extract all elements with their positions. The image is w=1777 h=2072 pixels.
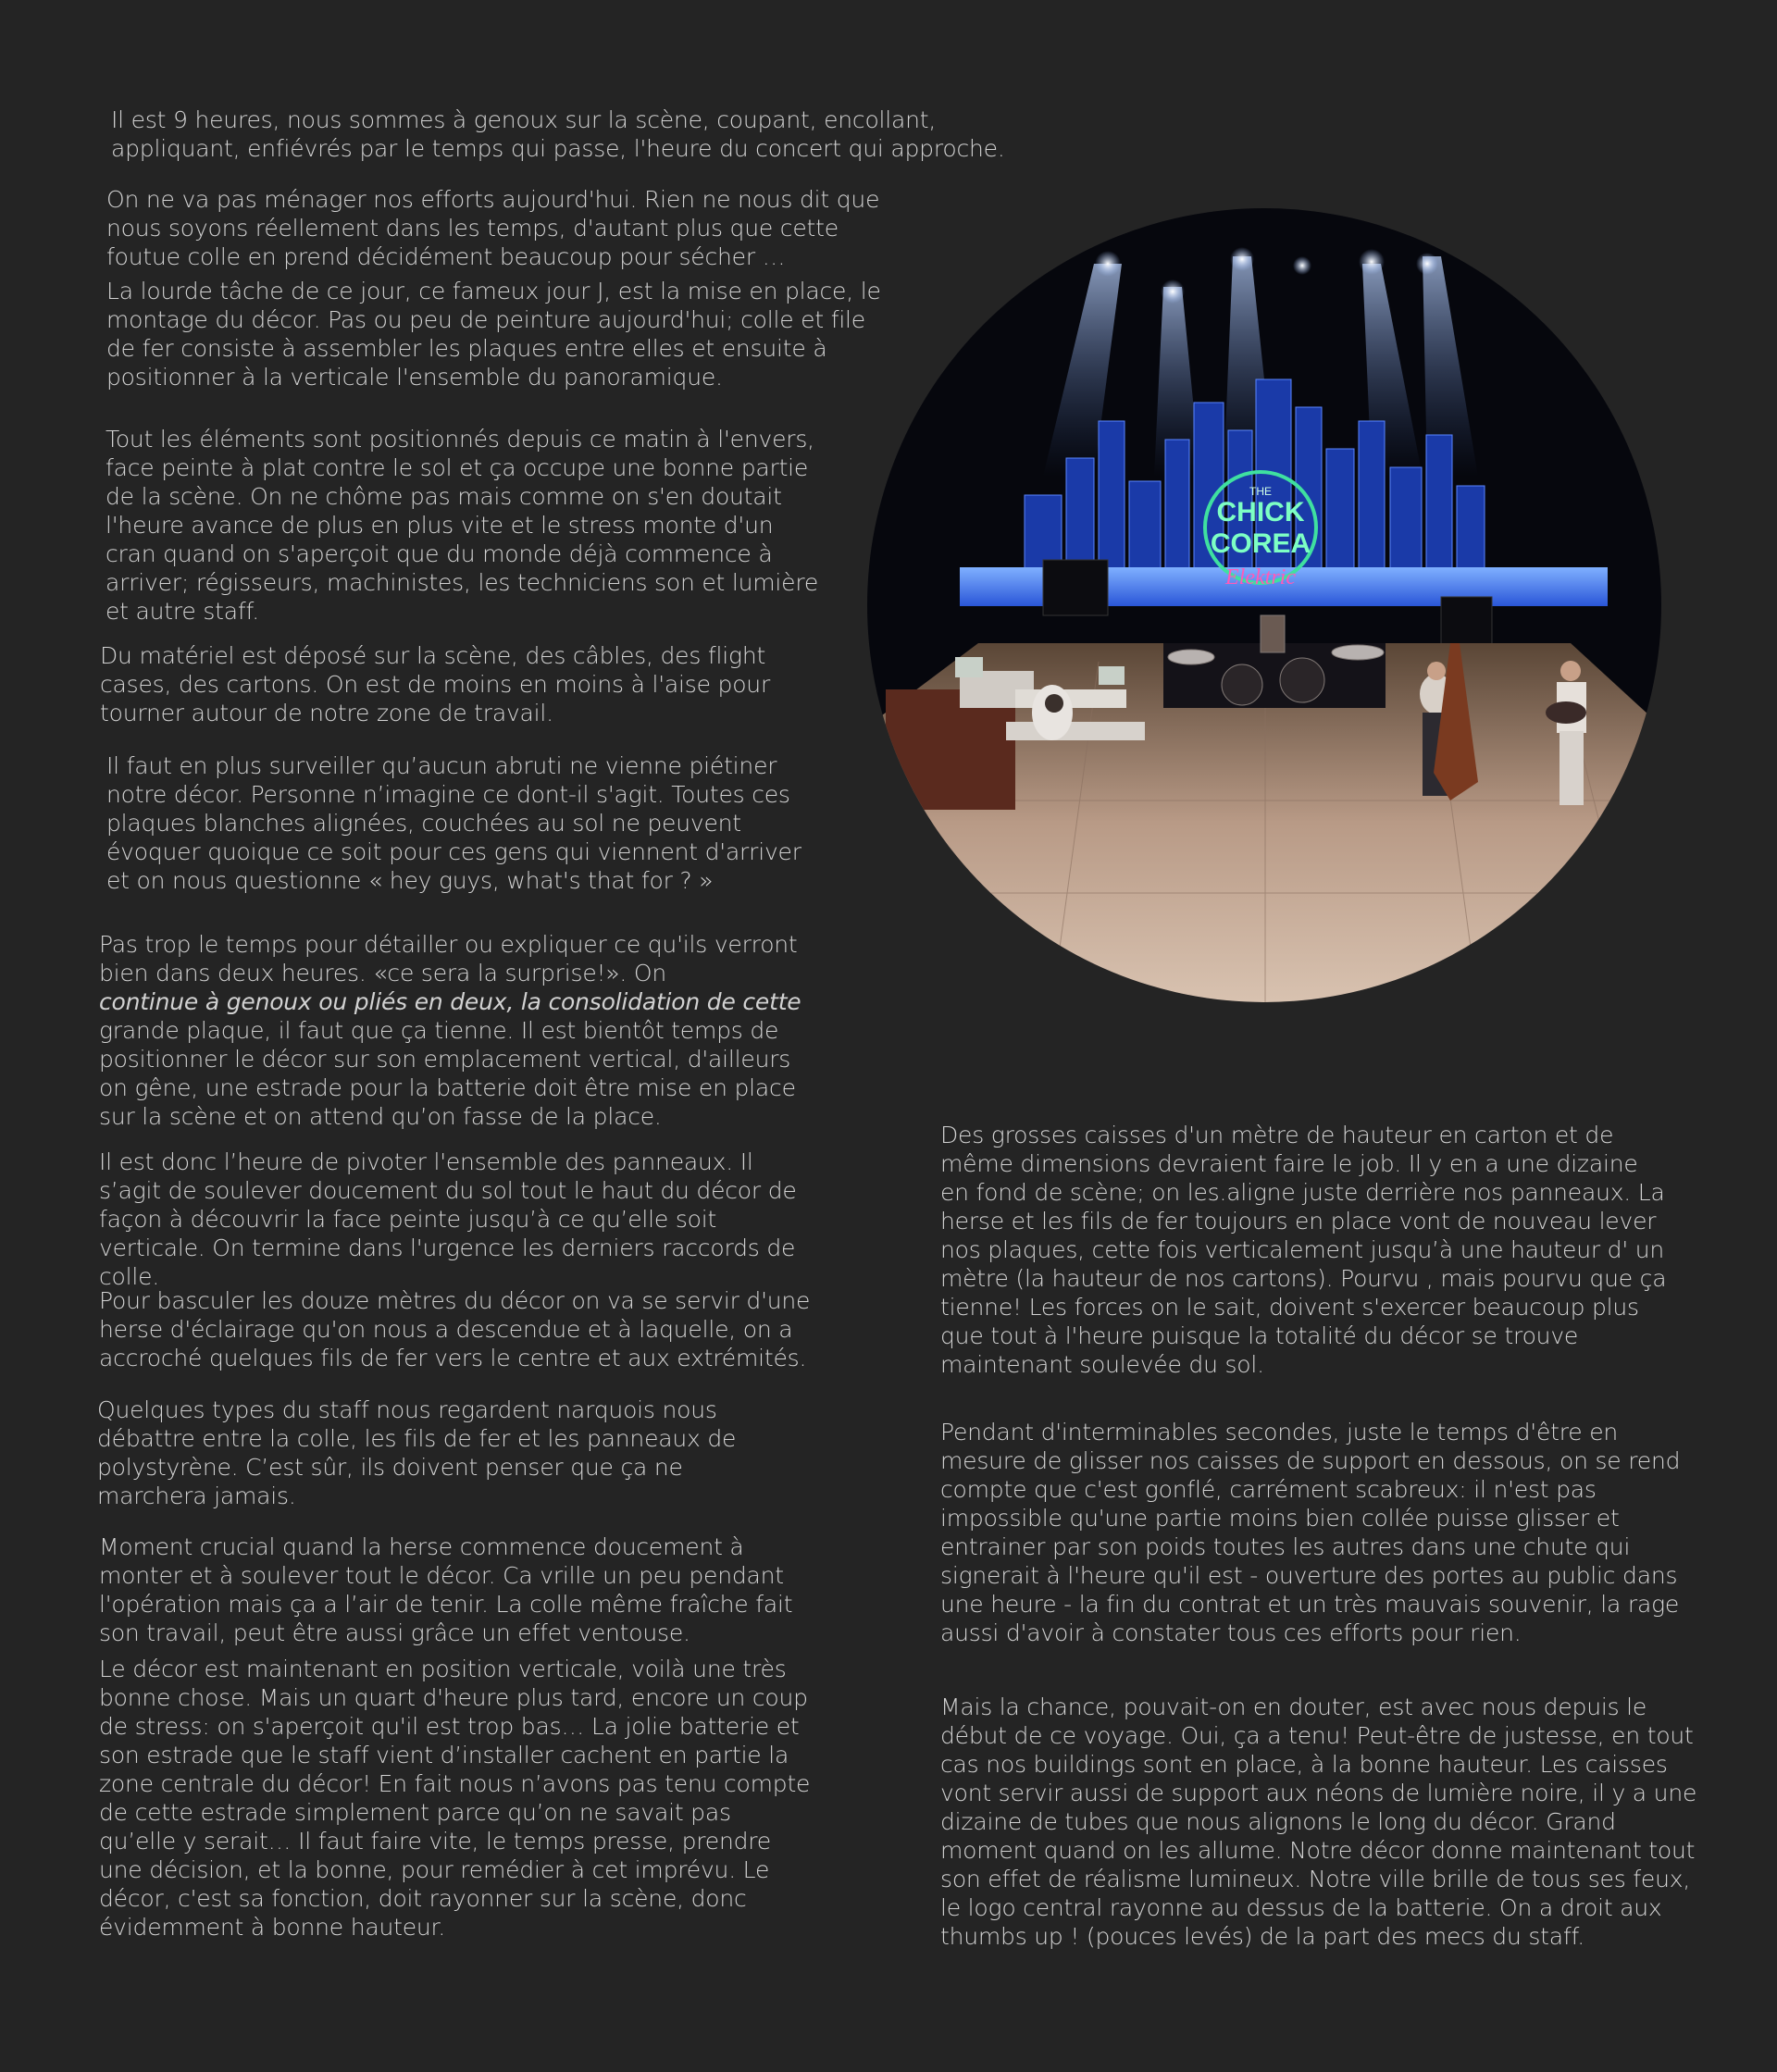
concert-stage-illustration	[867, 208, 1661, 1002]
paragraph-intro: Il est 9 heures, nous sommes à genoux sur la scène, coupant, encollant, appliquant, enfiévrés par le temps qui passe, l'heure du concert qui approche.	[111, 106, 1005, 162]
paragraph-surprise	[99, 930, 812, 1131]
svg-text:THE: THE	[1249, 485, 1272, 498]
svg-text:COREA: COREA	[1210, 528, 1311, 559]
concert-stage-photo	[867, 208, 1661, 1002]
paragraph-surveillance: Il faut en plus surveiller qu’aucun abruti ne vienne piétiner notre décor. Personne n’imagine ce dont-il s'agit. Toutes ces plaques blanches alignées, couchées au sol ne peuvent évoquer quoique ce soit pour ces gens qui viennent d'arriver et on nous questionne « hey guys, what's that for ? »	[106, 752, 802, 894]
paragraph-crucial: Moment crucial quand la herse commence doucement à monter et à soulever tout le décor. Ca vrille un peu pendant l'opération mais ça a l’air de tenir. La colle même fraîche fait son travail, peut être aussi grâce un effet ventouse.	[99, 1533, 793, 1646]
paragraph-surprise-c: grande plaque, il faut que ça tienne. Il est bientôt temps de positionner le décor sur son emplacement vertical, d'ailleurs on gêne, une estrade pour la batterie doit être mise en place sur la scène et on attend qu’on fasse de la place.	[99, 1017, 796, 1130]
paragraph-elements: Tout les éléments sont positionnés depuis ce matin à l'envers, face peinte à plat contre le sol et ça occupe une bonne partie de la scène. On ne chôme pas mais comme on s'en doutait l'heure avance de plus en plus vite et le stress monte d'un cran quand on s'aperçoit que du monde déjà commence à arriver; régisseurs, machinistes, les techniciens son et lumière et autre staff.	[106, 426, 819, 625]
paragraph-caisses: Des grosses caisses d'un mètre de hauteur en carton et de même dimensions devraient faire le job. Il y en a une dizaine en fond de scène; on les.aligne juste derrière nos panneaux. La herse et les fils de fer toujours en place vont de nouveau lever nos plaques, cette fois verticalement jusqu’à une hauteur d' un mètre (la hauteur de nos cartons). Pourvu , mais pourvu que ça tienne! Les forces on le sait, doivent s'exercer beaucoup plus que tout à l'heure puisque la totalité du décor se trouve maintenant soulevée du sol.	[940, 1122, 1667, 1378]
paragraph-surprise-a: Pas trop le temps pour détailler ou expliquer ce qu'ils verront bien dans deux heures. «ce sera la surprise!». On	[99, 931, 798, 986]
paragraph-secondes: Pendant d'interminables secondes, juste le temps d'être en mesure de glisser nos caisses de support en dessous, on se rend compte que c'est gonflé, carrément scabreux: il n'est pas impossible qu'une partie moins bien collée puisse glisser et entrainer par son poids toutes les autres dans une chute qui signerait à l'heure qu'il est - ouverture des portes au public dans une heure - la fin du contrat et un très mauvais souvenir, la rage aussi d'avoir à constater tous ces efforts pour rien.	[940, 1419, 1681, 1646]
svg-text:Elektric: Elektric	[1225, 565, 1296, 589]
paragraph-pivot: Il est donc l’heure de pivoter l'ensemble des panneaux. Il s’agit de soulever doucement du sol tout le haut du décor de façon à découvrir la face peinte jusqu’à ce qu’elle soit verticale. On termine dans l'urgence les derniers raccords de colle.	[99, 1148, 797, 1290]
speaker-left	[1043, 560, 1108, 615]
paragraph-surprise-italic: continue à genoux ou pliés en deux, la consolidation de cette	[99, 988, 802, 1015]
svg-text:CHICK: CHICK	[1216, 497, 1305, 527]
paragraph-chance: Mais la chance, pouvait-on en douter, est avec nous depuis le début de ce voyage. Oui, ça a tenu! Peut-être de justesse, en tout cas nos buildings sont en place, à la bonne hauteur. Les caisses vont servir aussi de support aux néons de lumière noire, il y a une dizaine de tubes que nous alignons le long du décor. Grand moment quand on les allume. Notre décor donne maintenant tout son effet de réalisme lumineux. Notre ville brille de tous ses feux, le logo central rayonne au dessus de la batterie. On a droit aux thumbs up ! (pouces levés) de la part des mecs du staff.	[940, 1694, 1697, 1950]
paragraph-task: La lourde tâche de ce jour, ce fameux jour J, est la mise en place, le montage du décor. Pas ou peu de peinture aujourd'hui; colle et file de fer consiste à assembler les plaques entre elles et ensuite à positionner à la verticale l'ensemble du panoramique.	[106, 278, 881, 391]
paragraph-herse: Pour basculer les douze mètres du décor on va se servir d'une herse d'éclairage qu'on nous a descendue et à laquelle, on a accroché quelques fils de fer vers le centre et aux extrémités.	[99, 1287, 811, 1371]
paragraph-staff: Quelques types du staff nous regardent narquois nous débattre entre la colle, les fils de fer et les panneaux de polystyrène. C’est sûr, ils doivent penser que ça ne marchera jamais.	[97, 1396, 737, 1509]
paragraph-vertical: Le décor est maintenant en position verticale, voilà une très bonne chose. Mais un quart d'heure plus tard, encore un coup de stress: on s'aperçoit qu'il est trop bas… La jolie batterie et son estrade que le staff vient d’installer cachent en partie la zone centrale du décor! En fait nous n’avons pas tenu compte de cette estrade simplement parce qu’on ne savait pas qu’elle y serait… Il faut faire vite, le temps presse, prendre une décision, et la bonne, pour remédier à cet imprévu. Le décor, c'est sa fonction, doit rayonner sur la scène, donc évidemment à bonne hauteur.	[99, 1656, 811, 1941]
paragraph-efforts: On ne va pas ménager nos efforts aujourd'hui. Rien ne nous dit que nous soyons réellement dans les temps, d'autant plus que cette foutue colle en prend décidément beaucoup pour sécher …	[106, 186, 880, 270]
paragraph-material: Du matériel est déposé sur la scène, des câbles, des flight cases, des cartons. On est de moins en moins à l'aise pour tourner autour de notre zone de travail.	[100, 642, 771, 726]
